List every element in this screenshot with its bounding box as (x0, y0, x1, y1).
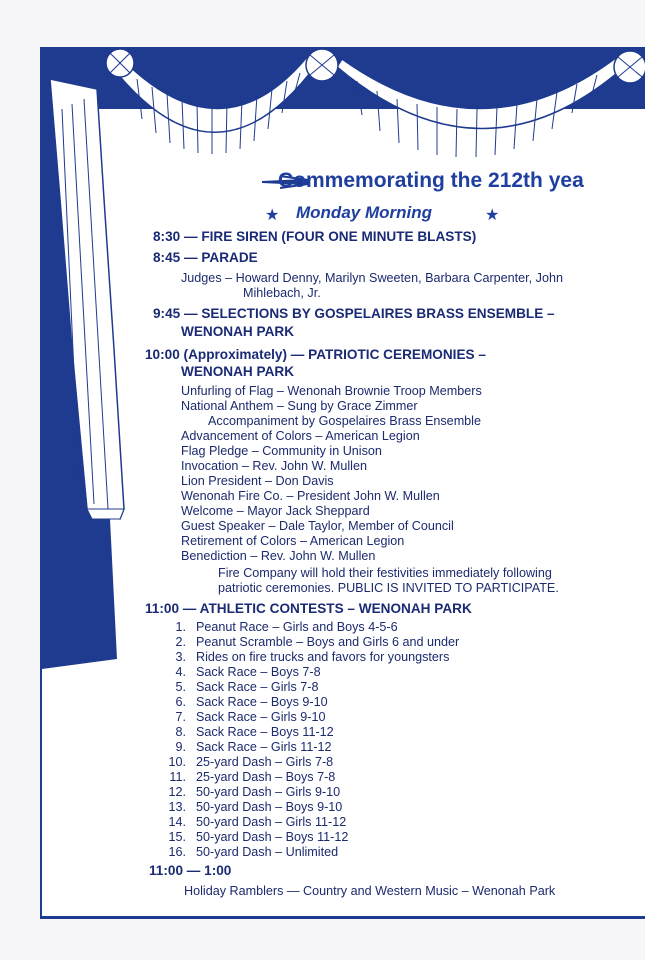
schedule-athletic: 11:00 — ATHLETIC CONTESTS – WENONAH PARK (145, 601, 472, 616)
contest-label: Peanut Scramble – Boys and Girls 6 and under (196, 635, 460, 649)
contest-label: 25-yard Dash – Girls 7-8 (196, 755, 334, 769)
ceremony-item: Accompaniment by Gospelaires Brass Ensemble (208, 414, 481, 428)
fire-company-note-1: Fire Company will hold their festivities immediately following (218, 566, 552, 580)
contest-number: 8. (175, 725, 186, 739)
contest-number: 5. (175, 680, 186, 694)
contest-label: Sack Race – Girls 7-8 (196, 680, 319, 694)
ceremony-item: National Anthem – Sung by Grace Zimmer (181, 399, 418, 413)
fire-company-note-2: patriotic ceremonies. PUBLIC IS INVITED TO PARTICIPATE. (218, 581, 559, 595)
contest-item (164, 845, 338, 859)
ceremony-item: Welcome – Mayor Jack Sheppard (181, 504, 370, 518)
contest-number: 3. (175, 650, 186, 664)
contest-item (164, 710, 326, 724)
contest-number: 1. (175, 620, 186, 634)
contest-item (164, 680, 318, 694)
judges-line-1: Judges – Howard Denny, Marilyn Sweeten, Barbara Carpenter, John (181, 271, 563, 285)
page-title: Commemorating the 212th yea (278, 169, 584, 192)
ceremony-item: Lion President – Don Davis (181, 474, 334, 488)
ceremony-item: Unfurling of Flag – Wenonah Brownie Troop Members (181, 384, 482, 398)
contest-item (164, 620, 398, 634)
contest-number: 15. (168, 830, 186, 844)
contest-item (164, 815, 346, 829)
contest-item (164, 695, 328, 709)
contest-item (164, 725, 334, 739)
contest-number: 9. (175, 740, 186, 754)
contest-label: Sack Race – Boys 11-12 (196, 725, 334, 739)
ceremony-item: Invocation – Rev. John W. Mullen (181, 459, 367, 473)
contest-item (164, 665, 321, 679)
contest-label: Sack Race – Boys 9-10 (196, 695, 328, 709)
schedule-music-time: 11:00 — 1:00 (149, 863, 232, 878)
contest-label: Sack Race – Girls 9-10 (196, 710, 326, 724)
schedule-brass-location: WENONAH PARK (181, 324, 295, 339)
contest-label: Sack Race – Girls 11-12 (196, 740, 332, 754)
contest-number: 7. (175, 710, 186, 724)
star-icon: ★ (485, 207, 500, 224)
schedule-music: Holiday Ramblers — Country and Western Music – Wenonah Park (184, 884, 556, 898)
schedule-parade: 8:45 — PARADE (153, 250, 258, 265)
contest-item (164, 635, 459, 649)
contest-label: 50-yard Dash – Unlimited (196, 845, 339, 859)
contest-label: Peanut Race – Girls and Boys 4-5-6 (196, 620, 398, 634)
contest-item (164, 830, 348, 844)
judges-line-2: Mihlebach, Jr. (243, 286, 321, 300)
contest-item (164, 650, 449, 664)
contest-item (164, 785, 340, 799)
ceremony-item: Retirement of Colors – American Legion (181, 534, 405, 548)
contest-label: 50-yard Dash – Girls 9-10 (196, 785, 341, 799)
contest-label: 50-yard Dash – Boys 9-10 (196, 800, 343, 814)
ceremony-item: Flag Pledge – Community in Unison (181, 444, 382, 458)
contest-item (164, 740, 332, 754)
contest-number: 2. (175, 635, 186, 649)
contest-label: 25-yard Dash – Boys 7-8 (196, 770, 336, 784)
contest-item (164, 755, 333, 769)
contest-label: 50-yard Dash – Girls 11-12 (196, 815, 347, 829)
schedule-siren: 8:30 — FIRE SIREN (FOUR ONE MINUTE BLASTS) (153, 229, 477, 244)
contest-label: Sack Race – Boys 7-8 (196, 665, 321, 679)
contest-number: 10. (168, 755, 186, 769)
ceremony-item: Advancement of Colors – American Legion (181, 429, 420, 443)
contest-number: 12. (168, 785, 186, 799)
contest-label: Rides on fire trucks and favors for youngsters (196, 650, 450, 664)
contest-number: 6. (175, 695, 186, 709)
contest-number: 16. (168, 845, 186, 859)
star-icon: ★ (265, 207, 280, 224)
contest-number: 14. (168, 815, 186, 829)
contest-item (164, 800, 342, 814)
ceremony-item: Guest Speaker – Dale Taylor, Member of Council (181, 519, 454, 533)
schedule-brass: 9:45 — SELECTIONS BY GOSPELAIRES BRASS ENSEMBLE – (153, 306, 555, 321)
ceremony-item: Benediction – Rev. John W. Mullen (181, 549, 376, 563)
ceremony-item: Wenonah Fire Co. – President John W. Mullen (181, 489, 440, 503)
contest-number: 11. (169, 770, 186, 784)
contest-number: 13. (168, 800, 186, 814)
schedule-ceremonies-location: WENONAH PARK (181, 364, 295, 379)
contest-item (164, 770, 335, 784)
contest-number: 4. (175, 665, 186, 679)
schedule-ceremonies: 10:00 (Approximately) — PATRIOTIC CEREMONIES – (145, 347, 486, 362)
day-heading: Monday Morning (296, 203, 432, 222)
contest-label: 50-yard Dash – Boys 11-12 (196, 830, 349, 844)
